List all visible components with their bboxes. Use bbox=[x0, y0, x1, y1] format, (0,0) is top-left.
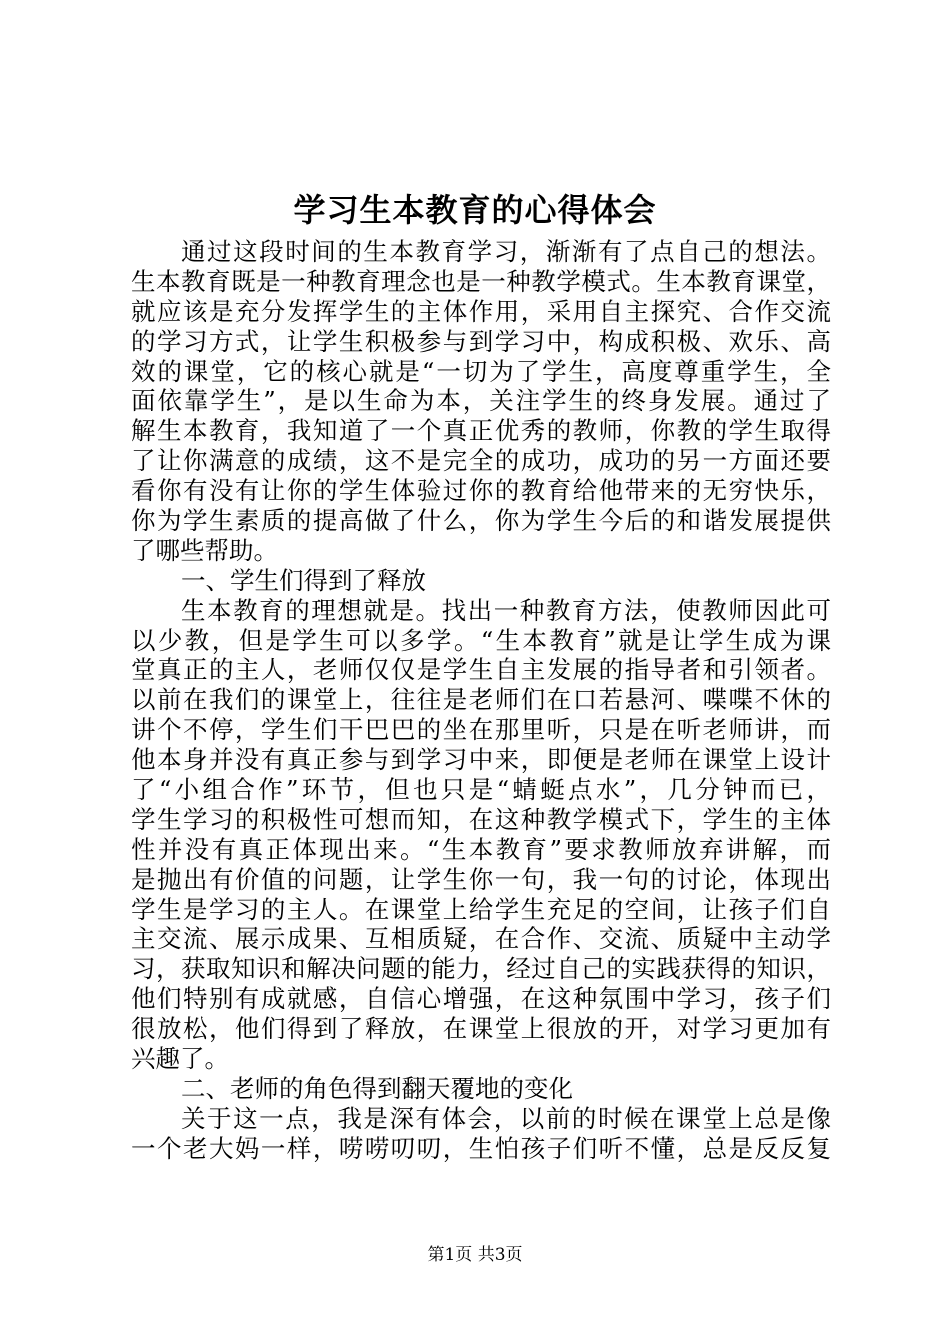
text-line: 二、老师的角色得到翻天覆地的变化 bbox=[181, 1073, 573, 1103]
page-footer: 第1页 共3页 bbox=[427, 1245, 523, 1265]
text-line: 通过这段时间的生本教育学习，渐渐有了点自己的想法。 bbox=[181, 237, 831, 266]
text-line: 解生本教育，我知道了一个真正优秀的教师，你教的学生取得 bbox=[131, 416, 831, 446]
text-line: 主交流、展示成果、互相质疑，在合作、交流、质疑中主动学 bbox=[131, 924, 831, 954]
text-line: 生本教育既是一种教育理念也是一种教学模式。生本教育课堂， bbox=[131, 266, 831, 296]
text-line: 面依靠学生”，是以生命为本，关注学生的终身发展。通过了 bbox=[131, 386, 831, 416]
text-line: 性并没有真正体现出来。“生本教育”要求教师放弃讲解，而 bbox=[131, 834, 831, 864]
text-line: 是抛出有价值的问题，让学生你一句，我一句的讨论，体现出 bbox=[131, 864, 831, 894]
text-line: 兴趣了。 bbox=[131, 1044, 229, 1074]
text-line: 一个老大妈一样，唠唠叨叨，生怕孩子们听不懂，总是反反复 bbox=[131, 1133, 831, 1163]
text-line: 一、学生们得到了释放 bbox=[181, 565, 426, 595]
text-line: 关于这一点，我是深有体会，以前的时候在课堂上总是像 bbox=[181, 1103, 831, 1133]
text-line: 了哪些帮助。 bbox=[131, 535, 278, 565]
text-line: 他们特别有成就感，自信心增强，在这种氛围中学习，孩子们 bbox=[131, 984, 831, 1014]
text-line: 了“小组合作”环节，但也只是“蜻蜓点水”，几分钟而已， bbox=[131, 775, 831, 805]
text-line: 习，获取知识和解决问题的能力，经过自己的实践获得的知识， bbox=[131, 954, 831, 984]
text-line: 就应该是充分发挥学生的主体作用，采用自主探究、合作交流 bbox=[131, 296, 831, 326]
text-line: 他本身并没有真正参与到学习中来，即便是老师在课堂上设计 bbox=[131, 745, 831, 775]
document-body bbox=[131, 237, 831, 1164]
text-line: 看你有没有让你的学生体验过你的教育给他带来的无穷快乐， bbox=[131, 476, 831, 506]
document-title: 学习生本教育的心得体会 bbox=[293, 191, 657, 229]
text-line: 很放松，他们得到了释放，在课堂上很放的开，对学习更加有 bbox=[131, 1014, 831, 1044]
text-line: 学生是学习的主人。在课堂上给学生充足的空间，让孩子们自 bbox=[131, 894, 831, 924]
text-line: 以前在我们的课堂上，往往是老师们在口若悬河、喋喋不休的 bbox=[131, 685, 831, 715]
text-line: 学生学习的积极性可想而知，在这种教学模式下，学生的主体 bbox=[131, 804, 831, 834]
text-line: 的学习方式，让学生积极参与到学习中，构成积极、欢乐、高 bbox=[131, 326, 831, 356]
text-line: 了让你满意的成绩，这不是完全的成功，成功的另一方面还要 bbox=[131, 446, 831, 476]
text-line: 讲个不停，学生们干巴巴的坐在那里听，只是在听老师讲，而 bbox=[131, 715, 831, 745]
text-line: 效的课堂，它的核心就是“一切为了学生，高度尊重学生，全 bbox=[131, 356, 831, 386]
text-line: 你为学生素质的提高做了什么，你为学生今后的和谐发展提供 bbox=[131, 506, 831, 536]
text-line: 生本教育的理想就是。找出一种教育方法，使教师因此可 bbox=[181, 595, 831, 625]
text-line: 以少教，但是学生可以多学。“生本教育”就是让学生成为课 bbox=[131, 625, 831, 655]
text-line: 堂真正的主人，老师仅仅是学生自主发展的指导者和引领者。 bbox=[131, 655, 831, 685]
